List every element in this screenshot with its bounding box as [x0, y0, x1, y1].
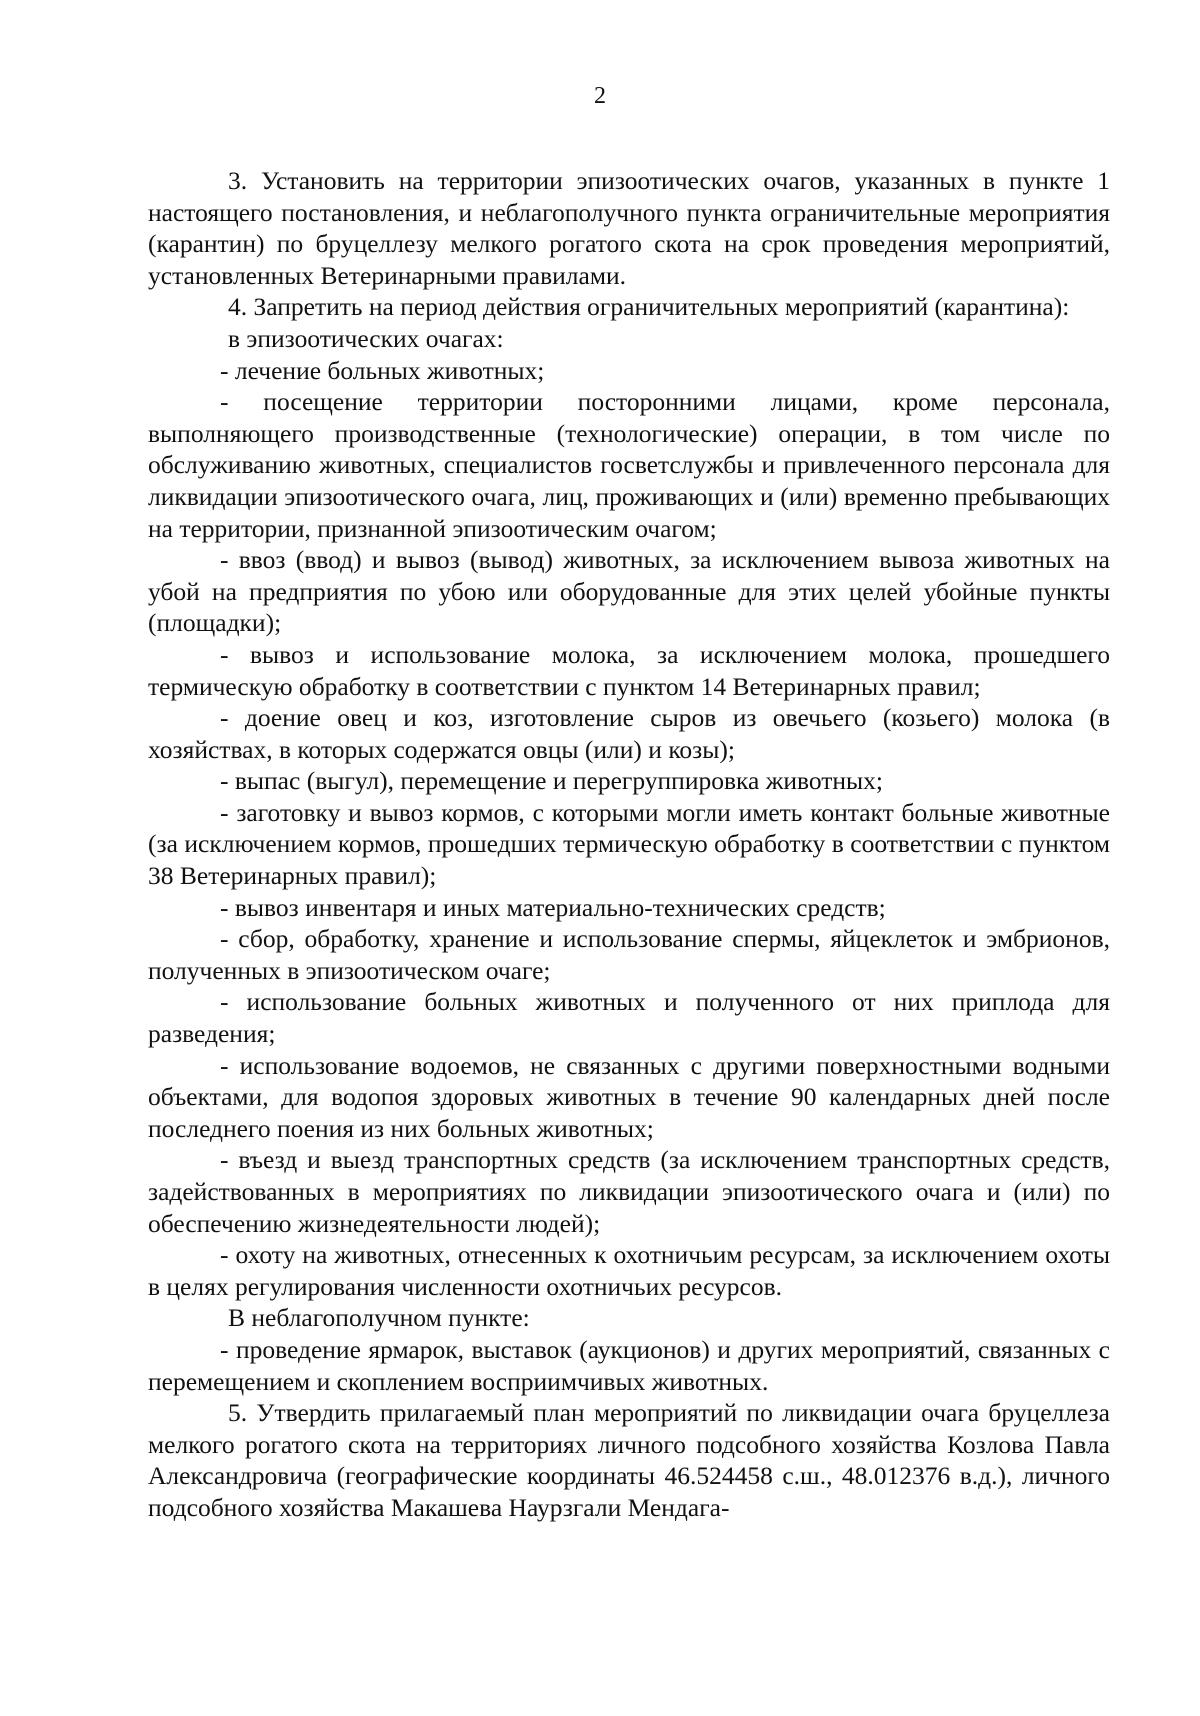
list-item: - вывоз инвентаря и иных материально-технических средств;	[220, 892, 886, 922]
list-item: - использование больных животных и полученного от них приплода для разведения;	[148, 987, 1110, 1049]
paragraph-item-4: 4. Запретить на период действия ограничительных мероприятий (карантина):	[228, 292, 1070, 322]
list-item: - проведение ярмарок, выставок (аукционов) и других мероприятий, связанных с перемещением и скоплением восприимчивых животных.	[148, 1334, 1110, 1396]
subheading-epizootic-foci: в эпизоотических очагах:	[228, 323, 504, 353]
document-body	[148, 165, 1110, 1524]
paragraph-item-3: 3. Установить на территории эпизоотических очагов, указанных в пункте 1 настоящего постановления, и неблагополучного пункта ограничительные мероприятия (карантин) по бруцеллезу мелкого рогатого скота на срок проведения мероприятий, установленных Ветеринарными правилами.	[148, 166, 1110, 290]
subheading-unfavorable-point: В неблагополучном пункте:	[228, 1303, 530, 1333]
list-item: - использование водоемов, не связанных с другими поверхностными водными объектами, для водопоя здоровых животных в течение 90 календарных дней после последнего поения из них больных животных;	[148, 1050, 1110, 1143]
list-item: - выпас (выгул), перемещение и перегруппировка животных;	[220, 766, 883, 796]
list-item: - охоту на животных, отнесенных к охотничьим ресурсам, за исключением охоты в целях регулирования численности охотничьих ресурсов.	[148, 1240, 1110, 1301]
list-item: - въезд и выезд транспортных средств (за исключением транспортных средств, задействованных в мероприятиях по ликвидации эпизоотического очага и (или) по обеспечению жизнедеятельности людей);	[148, 1145, 1110, 1238]
page-number: 2	[594, 83, 606, 109]
list-item: - лечение больных животных;	[220, 355, 545, 385]
list-item: - доение овец и коз, изготовление сыров из овечьего (козьего) молока (в хозяйствах, в которых содержатся овцы (или) и козы);	[148, 703, 1110, 764]
list-item: - заготовку и вывоз кормов, с которыми могли иметь контакт больные животные (за исключением кормов, прошедших термическую обработку в соответствии с пунктом 38 Ветеринарных правил);	[148, 797, 1110, 891]
list-item: - сбор, обработку, хранение и использование спермы, яйцеклеток и эмбрионов, полученных в эпизоотическом очаге;	[148, 924, 1110, 985]
list-item: - посещение территории посторонними лицами, кроме персонала, выполняющего производственные (технологические) операции, в том числе по обслуживанию животных, специалистов госветслужбы и привлеченного персонала для ликвидации эпизоотического очага, лиц, проживающих и (или) временно пребывающих на территории, признанной эпизоотическим очагом;	[148, 387, 1110, 543]
list-item: - ввоз (ввод) и вывоз (вывод) животных, за исключением вывоза животных на убой на предприятия по убою или оборудованные для этих целей убойные пункты (площадки);	[148, 545, 1110, 638]
list-item: - вывоз и использование молока, за исключением молока, прошедшего термическую обработку в соответствии с пунктом 14 Ветеринарных правил;	[148, 639, 1110, 701]
paragraph-item-5: 5. Утвердить прилагаемый план мероприятий по ликвидации очага бруцеллеза мелкого рогатого скота на территориях личного подсобного хозяйства Козлова Павла Александровича (географические координаты 46.524458 с.ш., 48.012376 в.д.), личного подсобного хозяйства Макашева Наурзгали Мендага-	[148, 1398, 1110, 1522]
